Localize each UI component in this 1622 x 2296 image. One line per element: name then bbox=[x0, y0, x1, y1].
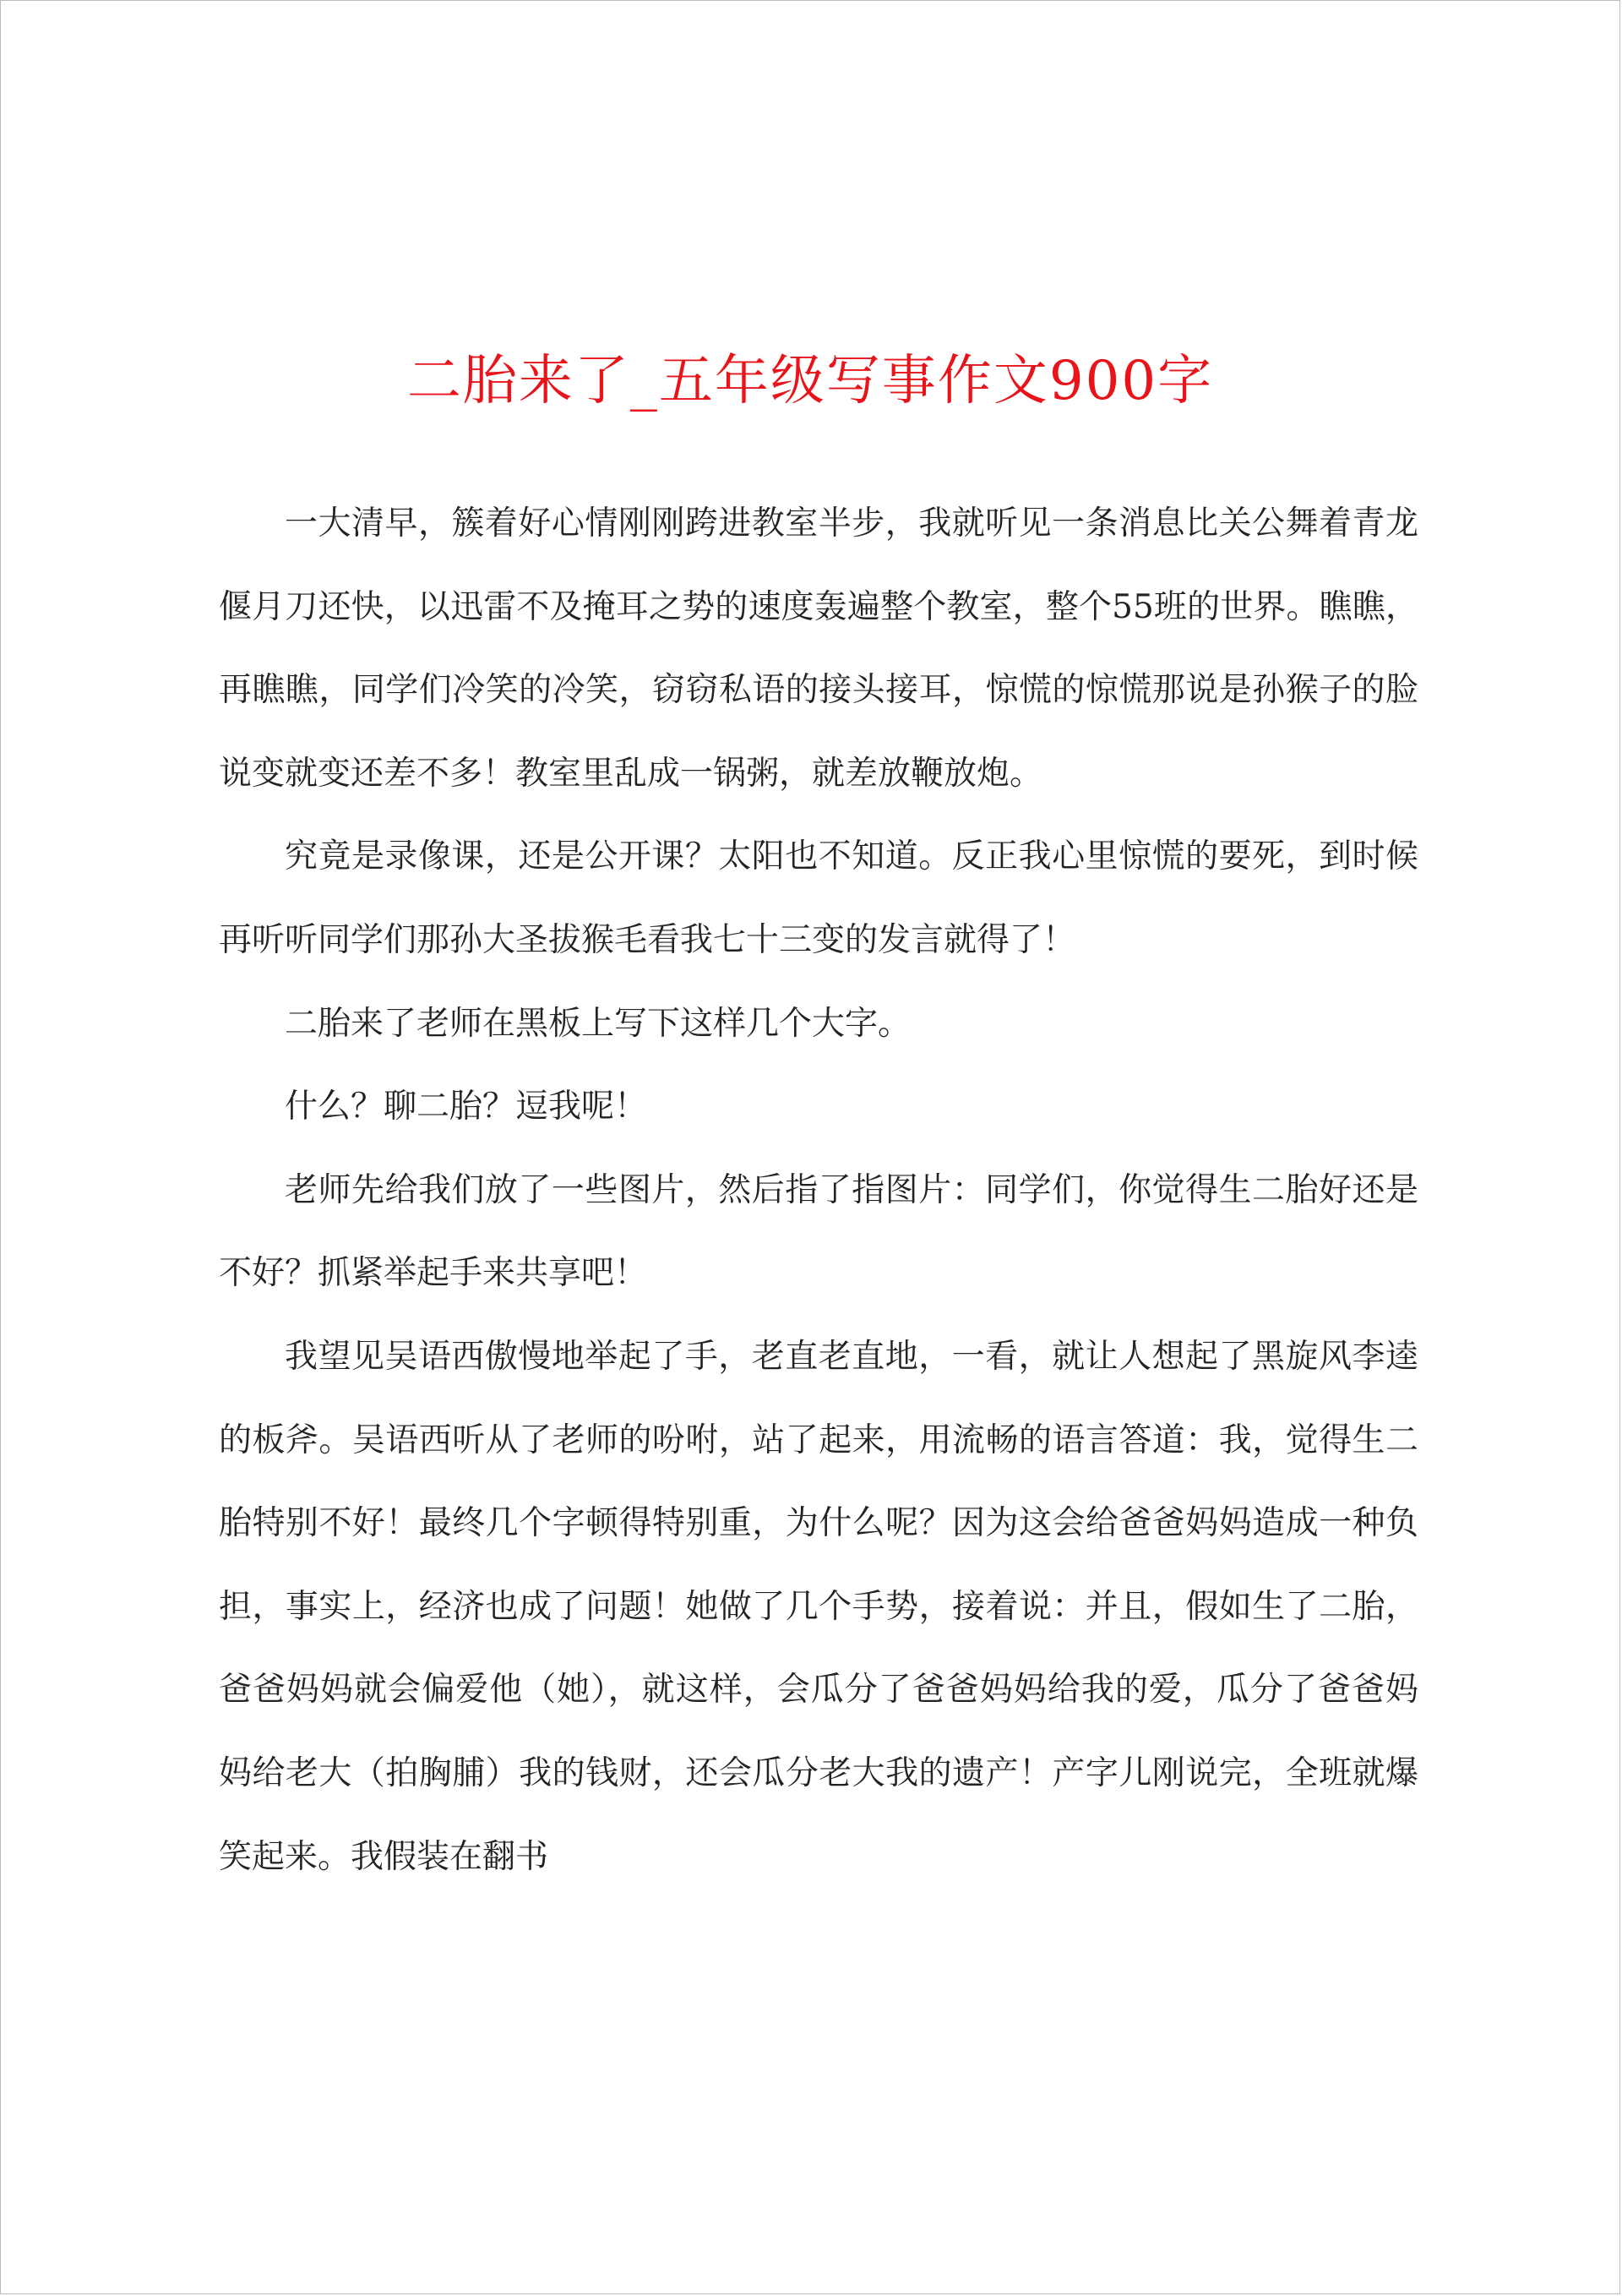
paragraph: 什么？聊二胎？逗我呢！ bbox=[285, 1088, 648, 1126]
paragraph: 二胎来了老师在黑板上写下这样几个大字。 bbox=[285, 1004, 912, 1043]
document-body bbox=[219, 483, 1418, 1899]
paragraph: 究竟是录像课，还是公开课？太阳也不知道。反正我心里惊慌的要死，到时候再听听同学们那孙大圣拔猴毛看我七十三变的发言就得了！ bbox=[219, 837, 1418, 959]
document-title: 二胎来了_五年级写事作文900字 bbox=[406, 350, 1214, 412]
paragraph: 老师先给我们放了一些图片，然后指了指图片：同学们，你觉得生二胎好还是不好？抓紧举起手来共享吧！ bbox=[219, 1170, 1418, 1293]
paragraph: 一大清早，簇着好心情刚刚跨进教室半步，我就听见一条消息比关公舞着青龙偃月刀还快，以迅雷不及掩耳之势的速度轰遍整个教室，整个55班的世界。瞧瞧，再瞧瞧，同学们冷笑的冷笑，窃窃私语的接头接耳，惊慌的惊慌那说是孙猴子的脸说变就变还差不多！教室里乱成一锅粥，就差放鞭放炮。 bbox=[219, 504, 1418, 793]
paragraph: 我望见吴语西傲慢地举起了手，老直老直地，一看，就让人想起了黑旋风李逵的板斧。吴语西听从了老师的吩咐，站了起来，用流畅的语言答道：我，觉得生二胎特别不好！最终几个字顿得特别重，为什么呢？因为这会给爸爸妈妈造成一种负担，事实上，经济也成了问题！她做了几个手势，接着说：并且，假如生了二胎，爸爸妈妈就会偏爱他（她），就这样，会瓜分了爸爸妈妈给我的爱，瓜分了爸爸妈妈给老大（拍胸脯）我的钱财，还会瓜分老大我的遗产！产字儿刚说完，全班就爆笑起来。我假装在翻书 bbox=[219, 1337, 1418, 1876]
